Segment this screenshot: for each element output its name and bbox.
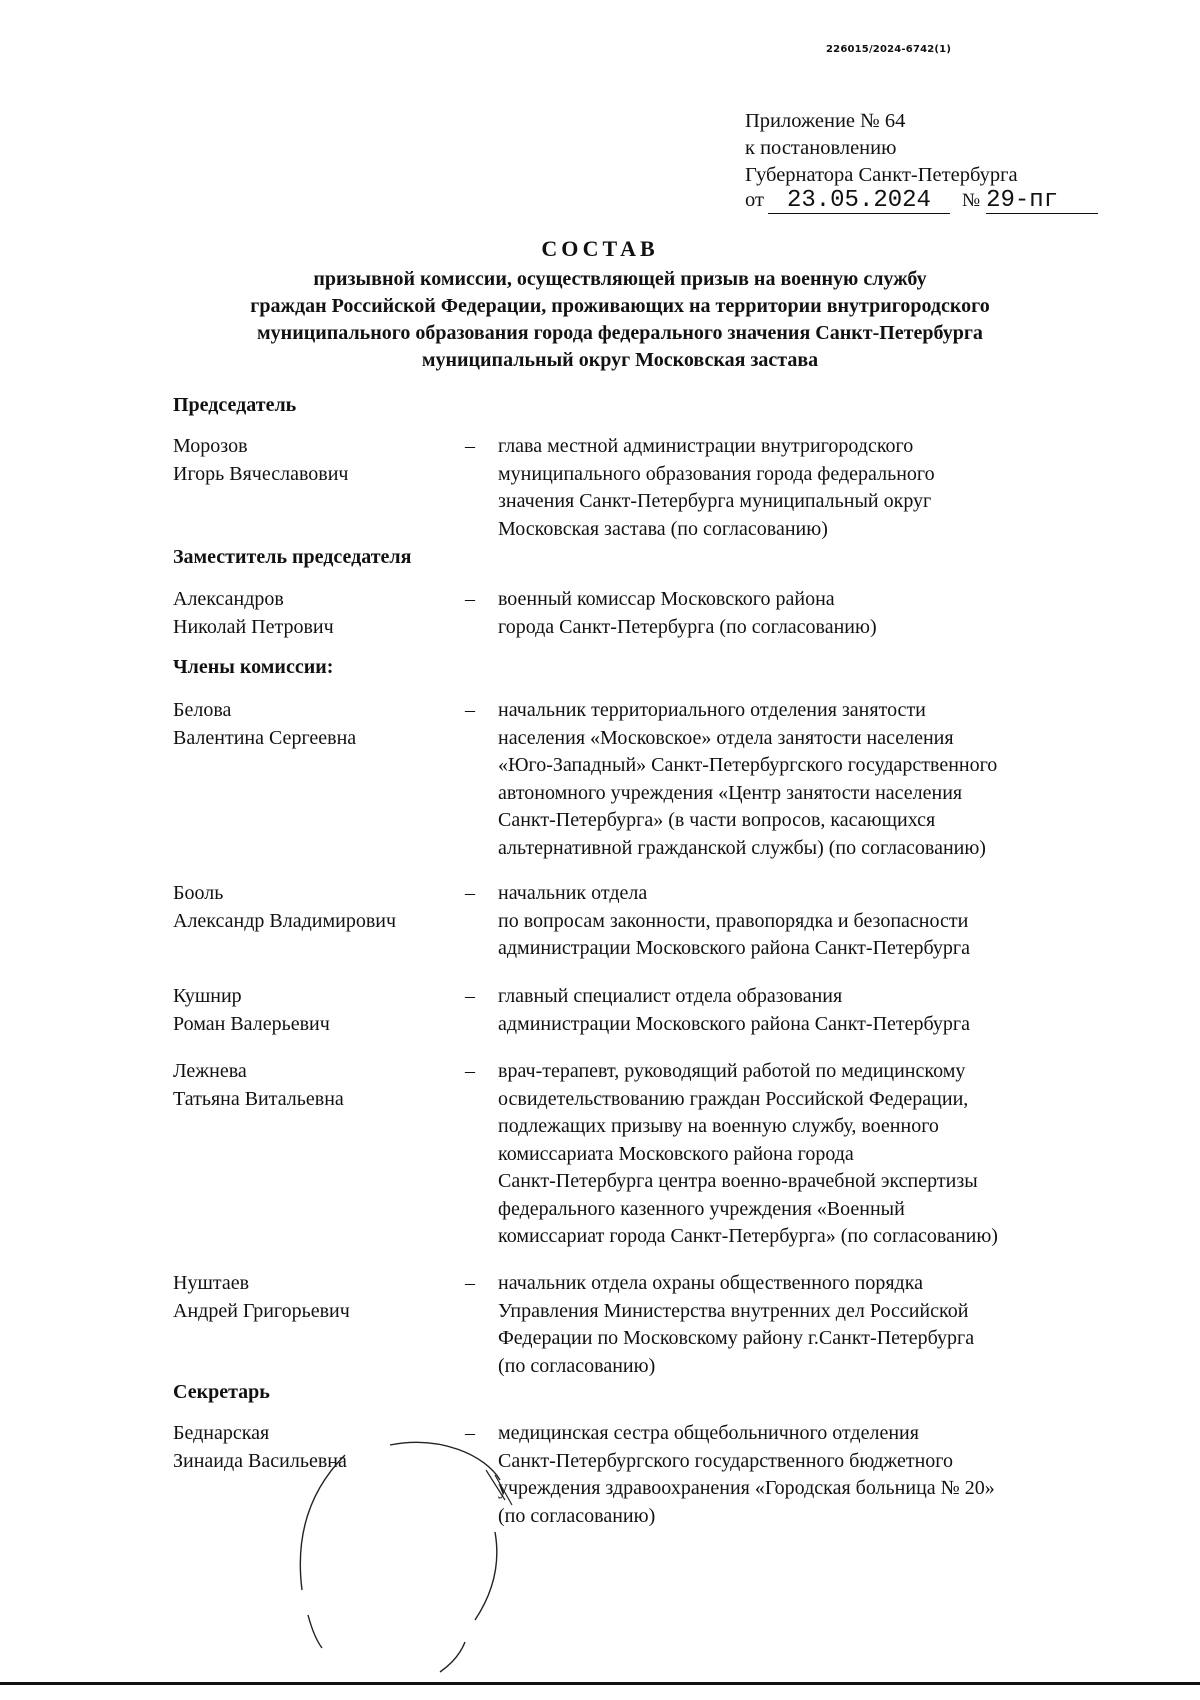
decree-number: 29-пг [986,189,1098,214]
role-line: главный специалист отдела образования [498,985,843,1007]
decree-date: 23.05.2024 [768,189,950,214]
role-line: города Санкт-Петербурга (по согласованию) [498,615,877,638]
dash: – [465,435,475,457]
subtitle-line: муниципальный округ Московская застава [421,349,819,371]
role-line: Федерации по Московскому району г.Санкт-Петербурга [498,1327,975,1349]
appendix-line-1: Приложение № 64 [745,110,906,132]
surname: Кушнир [173,985,242,1007]
section-chair: Председатель [173,394,297,416]
person-role [498,1270,974,1380]
role-line: значения Санкт-Петербурга муниципальный округ [498,490,932,512]
dash: – [465,1272,475,1294]
person-role [498,697,997,862]
role-line: комиссариат города Санкт-Петербурга» (по согласованию) [498,1225,998,1247]
role-line: освидетельствованию граждан Российской Федерации, [498,1087,969,1110]
role-line: населения «Московское» отдела занятости населения [498,726,954,749]
surname: Александров [173,588,284,610]
person-name [173,697,356,752]
person-name [173,1058,344,1113]
given-names: Николай Петрович [173,615,334,638]
person-role [498,983,970,1038]
role-line: (по согласованию) [498,1504,656,1527]
given-names: Александр Владимирович [173,909,397,932]
role-line: учреждения здравоохранения «Городская больница № 20» [498,1477,995,1499]
role-line: по вопросам законности, правопорядка и безопасности [498,909,969,932]
given-names: Андрей Григорьевич [173,1299,350,1322]
role-line: Санкт-Петербурга» (в части вопросов, касающихся [498,809,936,831]
person-role [498,1420,995,1530]
section-deputy: Заместитель председателя [173,546,412,568]
given-names: Роман Валерьевич [173,1012,330,1035]
surname: Бооль [173,882,224,904]
role-line: Управления Министерства внутренних дел Российской [498,1299,969,1322]
appendix-line-3: Губернатора Санкт-Петербурга [745,164,1018,186]
section-secretary: Секретарь [173,1381,270,1403]
surname: Лежнева [173,1060,247,1082]
given-names: Зинаида Васильевна [173,1449,347,1472]
role-line: альтернативной гражданской службы) (по согласованию) [498,836,986,859]
dash: – [465,985,475,1007]
number-sign: № [961,190,981,211]
person-name [173,1270,350,1325]
surname: Нуштаев [173,1272,250,1294]
given-names: Валентина Сергеевна [173,726,357,749]
role-line: глава местной администрации внутригородского [498,435,914,457]
date-prefix: от [745,189,764,211]
role-line: «Юго-Западный» Санкт-Петербургского государственного [498,754,998,776]
person-role [498,880,970,963]
appendix-line-2: к постановлению [745,137,897,159]
role-line: подлежащих призыву на военную службу, военного [498,1115,939,1137]
surname: Белова [173,699,232,721]
surname: Беднарская [173,1422,270,1444]
document-id: 226015/2024-6742(1) [826,44,952,55]
dash: – [465,882,475,904]
document-subtitle [170,266,1070,374]
person-role [498,1058,998,1251]
document-title: СОСТАВ [541,236,659,261]
role-line: (по согласованию) [498,1354,656,1377]
page-bottom-edge [0,1682,1200,1685]
appendix-date-line [745,187,1125,214]
dash: – [465,1422,475,1444]
dash: – [465,1060,475,1082]
role-line: врач-терапевт, руководящий работой по медицинскому [498,1060,966,1082]
role-line: администрации Московского района Санкт-Петербурга [498,937,971,959]
subtitle-line: муниципального образования города федерального значения Санкт-Петербурга [257,322,983,344]
subtitle-line: граждан Российской Федерации, проживающих на территории внутригородского [250,295,990,317]
role-line: администрации Московского района Санкт-Петербурга [498,1012,971,1035]
role-line: комиссариата Московского района города [498,1142,854,1165]
given-names: Игорь Вячеславович [173,462,349,485]
role-line: медицинская сестра общебольничного отделения [498,1422,919,1444]
role-line: автономного учреждения «Центр занятости населения [498,781,963,804]
stamp-circle-mark [290,1440,550,1700]
role-line: федерального казенного учреждения «Военный [498,1197,905,1220]
person-name [173,983,330,1038]
role-line: начальник территориального отделения занятости [498,699,926,721]
dash: – [465,588,475,610]
role-line: Санкт-Петербургского государственного бюджетного [498,1449,954,1472]
person-name [173,433,349,488]
person-name [173,586,334,641]
role-line: Московская застава (по согласованию) [498,517,828,540]
given-names: Татьяна Витальевна [173,1087,344,1110]
appendix-block [745,108,1125,214]
role-line: муниципального образования города федерального [498,462,935,485]
section-members: Члены комиссии: [173,656,334,678]
person-role [498,586,877,641]
subtitle-line: призывной комиссии, осуществляющей призыв на военную службу [313,268,927,290]
dash: – [465,699,475,721]
role-line: Санкт-Петербурга центра военно-врачебной экспертизы [498,1170,978,1192]
role-line: начальник отдела охраны общественного порядка [498,1272,924,1294]
surname: Морозов [173,435,248,457]
person-role [498,433,935,543]
role-line: военный комиссар Московского района [498,588,835,610]
person-name [173,880,396,935]
role-line: начальник отдела [498,882,648,904]
